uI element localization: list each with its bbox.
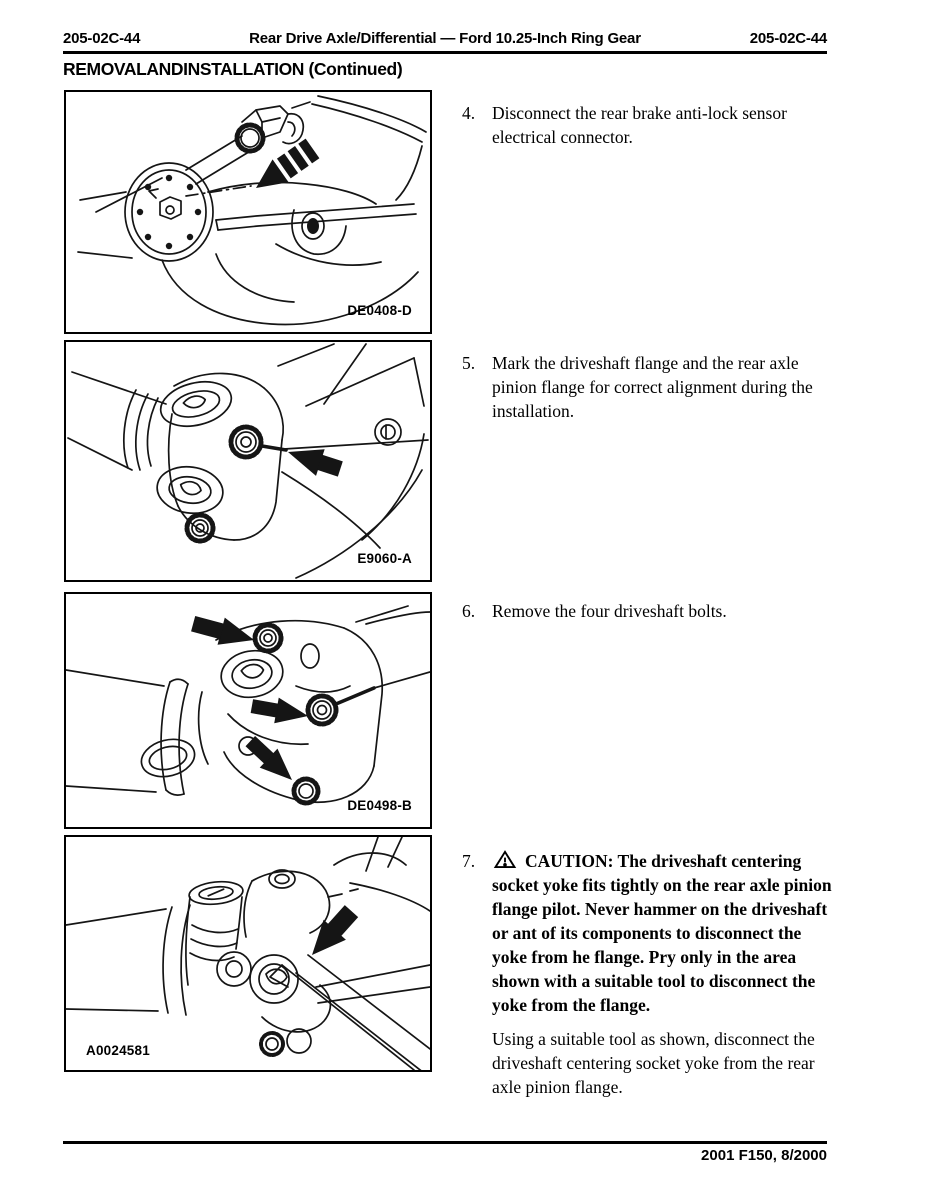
figure-box-flange-mark bbox=[64, 340, 432, 582]
step-number: 6. bbox=[462, 601, 476, 621]
section-title: REMOVALANDINSTALLATION (Continued) bbox=[63, 59, 403, 79]
step-item-4 bbox=[462, 101, 834, 149]
figure-box-antilock-sensor bbox=[64, 90, 432, 334]
step-text: Disconnect the rear brake anti-lock sensor electrical connector. bbox=[492, 103, 787, 147]
pry-tool-illustration bbox=[66, 837, 430, 1070]
figure-label: DE0498-B bbox=[347, 798, 412, 813]
header-title: Rear Drive Axle/Differential — Ford 10.25-Inch Ring Gear bbox=[249, 30, 641, 47]
header-rule bbox=[63, 51, 827, 54]
header-code-left: 205-02C-44 bbox=[63, 30, 141, 47]
figure-box-pry-tool bbox=[64, 835, 432, 1072]
step-number: 4. bbox=[462, 103, 476, 123]
figure-label: E9060-A bbox=[357, 551, 412, 566]
header-code-right: 205-02C-44 bbox=[749, 30, 827, 47]
step-number: 7. bbox=[462, 851, 476, 871]
page-header bbox=[63, 30, 827, 47]
figure-box-driveshaft-bolts bbox=[64, 592, 432, 829]
flange-mark-illustration bbox=[66, 342, 430, 580]
caution-triangle-icon bbox=[492, 850, 518, 869]
figure-label: A0024581 bbox=[86, 1043, 150, 1058]
step-number: 5. bbox=[462, 353, 476, 373]
footer-rule bbox=[63, 1141, 827, 1144]
step-text: Mark the driveshaft flange and the rear axle pinion flange for correct alignment during the installation. bbox=[492, 353, 813, 421]
axle-sensor-illustration bbox=[66, 92, 430, 332]
caution-paragraph bbox=[492, 849, 834, 1017]
step-item-5 bbox=[462, 351, 834, 423]
step-text: Using a suitable tool as shown, disconnect the driveshaft centering socket yoke from the rear axle pinion flange. bbox=[492, 1029, 815, 1097]
step-item-6 bbox=[462, 599, 834, 623]
driveshaft-bolts-illustration bbox=[66, 594, 430, 827]
figure-label: DE0408-D bbox=[347, 303, 412, 318]
footer-text: 2001 F150, 8/2000 bbox=[701, 1147, 827, 1164]
caution-text: CAUTION: The driveshaft centering socket yoke fits tightly on the rear axle pinion flange pilot. Never hammer on the driveshaft or ant of its components to disconnect the yoke from he flange. Pry only in the area shown with a suitable tool to disconnect the yoke from the flange. bbox=[492, 851, 832, 1015]
step-text: Remove the four driveshaft bolts. bbox=[492, 601, 727, 621]
step-item-7 bbox=[462, 849, 834, 1099]
